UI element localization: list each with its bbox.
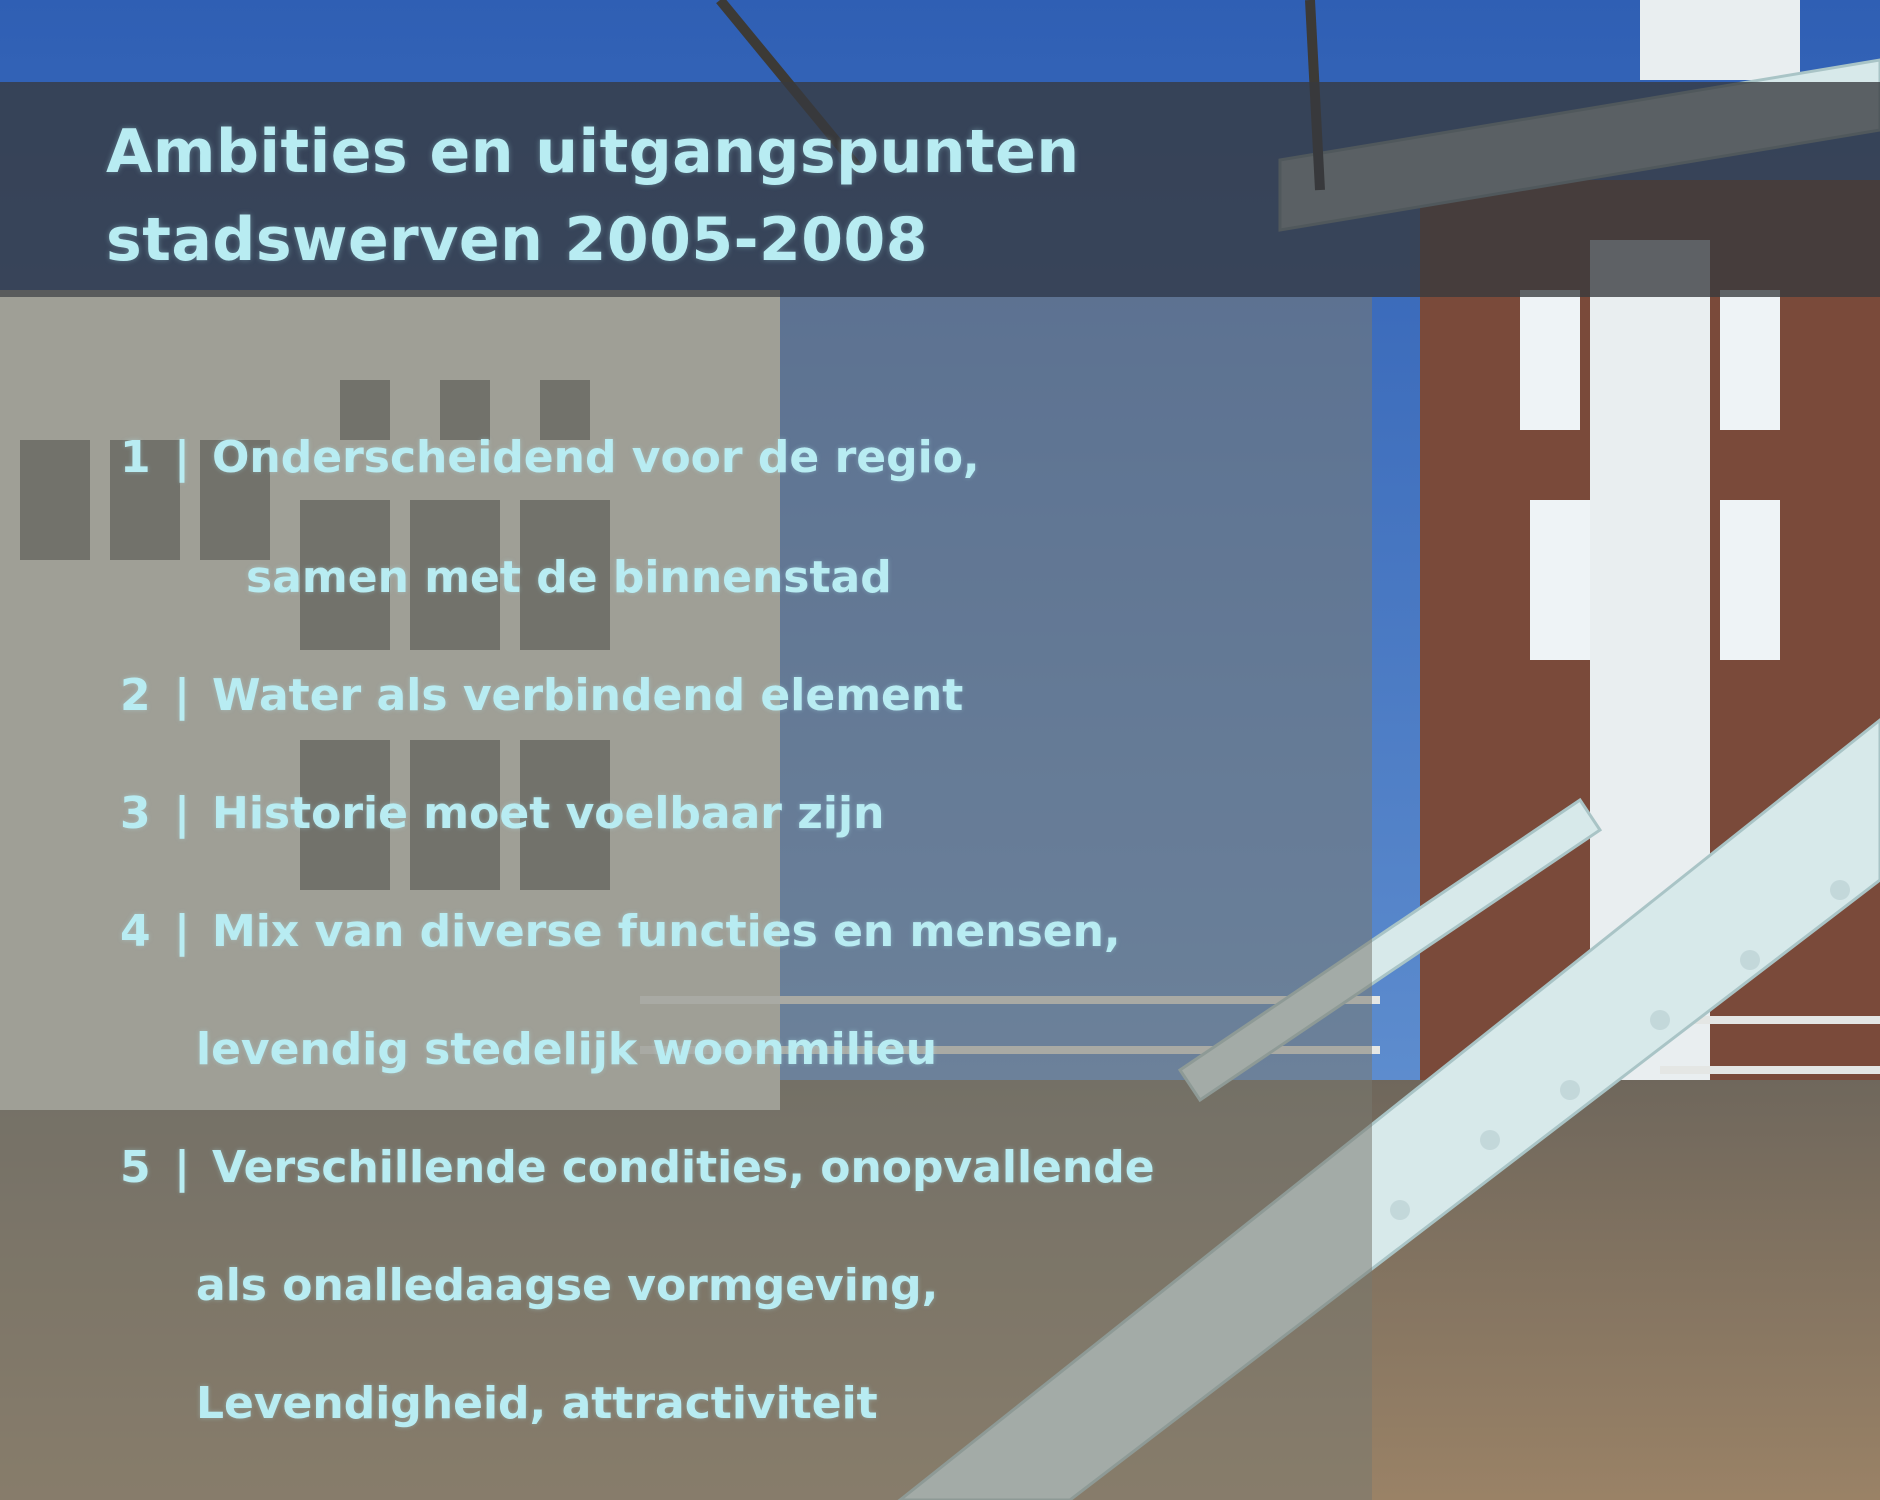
item-number: 2: [120, 670, 151, 721]
item-text: Onderscheidend voor de regio,: [212, 432, 980, 483]
item-separator: |: [174, 432, 191, 483]
list-item-4-continuation: levendig stedelijk woonmilieu: [196, 1024, 938, 1075]
item-text: Verschillende condities, onopvallende: [212, 1142, 1155, 1193]
item-separator: |: [174, 670, 191, 721]
list-item-1: [120, 430, 980, 486]
item-number: 3: [120, 788, 151, 839]
item-separator: |: [174, 906, 191, 957]
item-number: 1: [120, 432, 151, 483]
list-item-1-continuation: samen met de binnenstad: [246, 552, 892, 603]
item-text: Mix van diverse functies en mensen,: [212, 906, 1121, 957]
list-item-4: [120, 904, 1121, 960]
list-item-2: [120, 668, 963, 724]
item-separator: |: [174, 1142, 191, 1193]
list-item-3: [120, 786, 884, 842]
item-separator: |: [174, 788, 191, 839]
list-item-5-continuation-2: Levendigheid, attractiviteit: [196, 1378, 878, 1429]
list-item-5-continuation-1: als onalledaagse vormgeving,: [196, 1260, 939, 1311]
slide-title-line-1: Ambities en uitgangspunten: [106, 117, 1080, 187]
slide-title-line-2: stadswerven 2005-2008: [106, 205, 929, 275]
list-item-5: [120, 1140, 1155, 1196]
item-text: Water als verbindend element: [212, 670, 964, 721]
item-number: 4: [120, 906, 151, 957]
item-text: Historie moet voelbaar zijn: [212, 788, 885, 839]
item-number: 5: [120, 1142, 151, 1193]
